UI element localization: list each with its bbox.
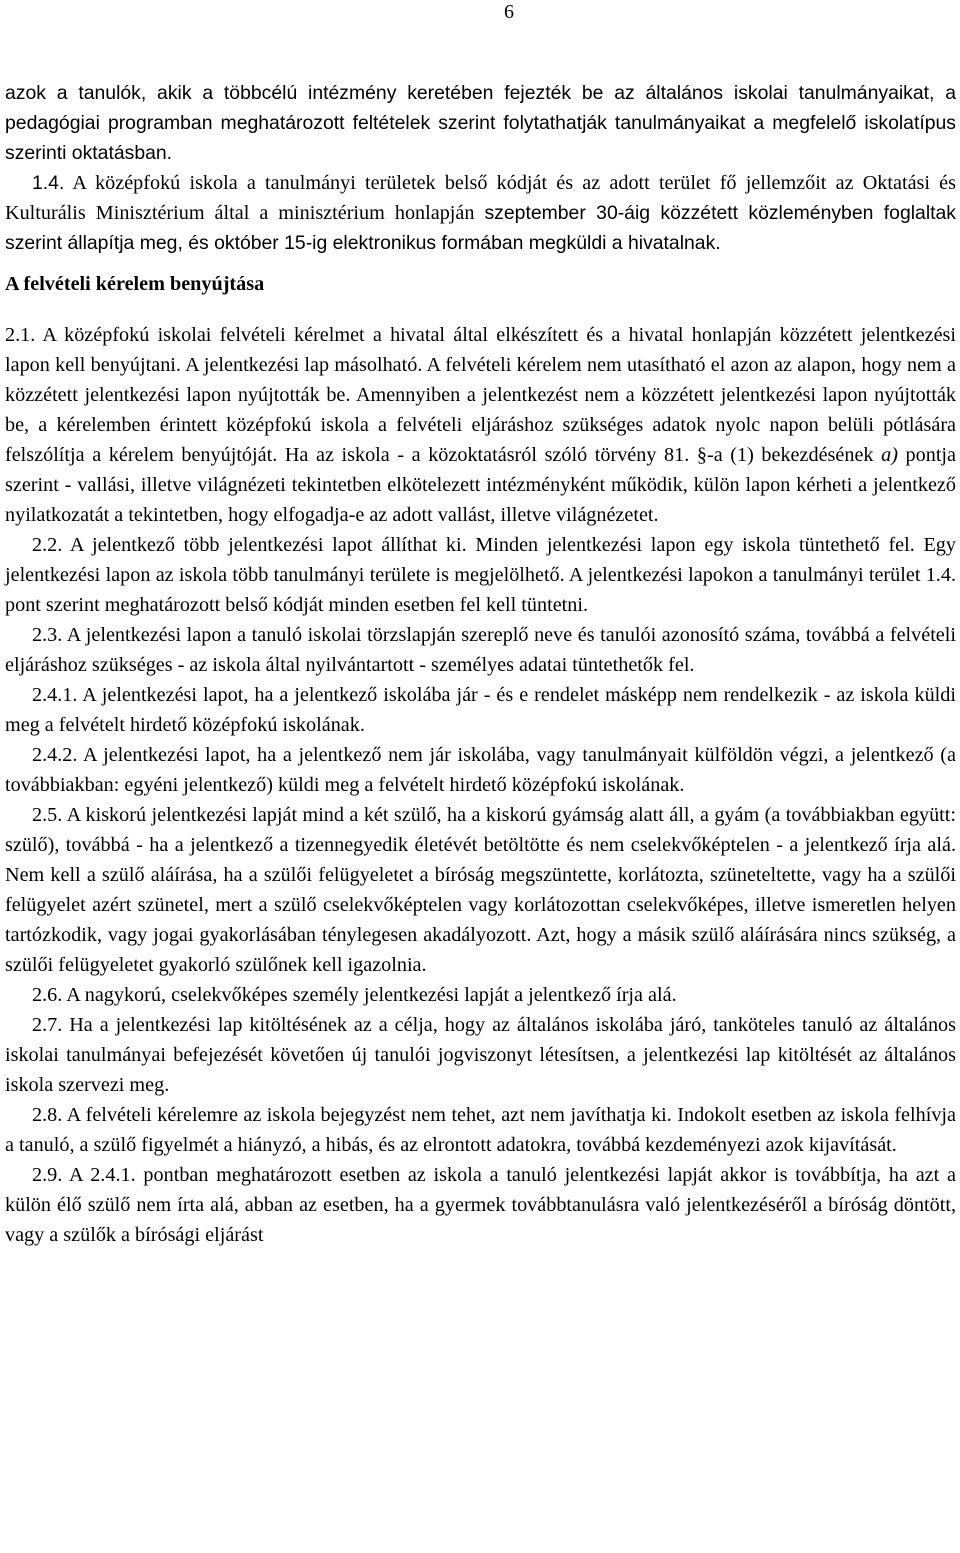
paragraph-2-7: 2.7. Ha a jelentkezési lap kitöltésének az a célja, hogy az általános iskolába járó, tanköteles tanuló az általános iskolai tanulmányai befejezését követően új tanulói jogviszonyt létesítsen, a jelentkezési lap kitöltését az általános iskola szervezi meg. (5, 1014, 956, 1096)
paragraph-1-4-number: 1.4. (32, 172, 65, 194)
paragraph-1-4 (5, 168, 956, 258)
paragraph-2-2: 2.2. A jelentkező több jelentkezési lapot állíthat ki. Minden jelentkezési lapon egy iskola tüntethető fel. Egy jelentkezési lapon az iskola több tanulmányi területe is megjelölhető. A jelentkezési lapokon a tanulmányi terület 1.4. pont szerint meghatározott belső kódját minden esetben fel kell tüntetni. (5, 534, 956, 616)
paragraph-2-1-text-a: 2.1. A középfokú iskolai felvételi kérelmet a hivatal által elkészített és a hivatal honlapján közzétett jelentkezési lapon kell benyújtani. A jelentkezési lap másolható. A felvételi kérelem nem utasítható el azon az alapon, hogy nem a közzétett jelentkezési lapon nyújtották be. Amennyiben a jelentkezést nem a közzétett jelentkezési lapon nyújtották be, a kérelemben érintett középfokú iskola a felvételi eljáráshoz szükséges adatok nyolc napon belüli pótlására felszólítja a kérelem benyújtóját. Ha az iskola - a közoktatásról szóló törvény 81. §-a (1) bekezdésének (5, 324, 956, 466)
page-number: 6 (504, 1, 514, 23)
paragraph-intro: azok a tanulók, akik a többcélú intézmény keretében fejezték be az általános iskolai tanulmányaikat, a pedagógiai programban meghatározott feltételek szerint folytathatják tanulmányaikat a megfelelő iskolatípus szerinti oktatásban. (5, 82, 956, 164)
paragraph-2-3: 2.3. A jelentkezési lapon a tanuló iskolai törzslapján szereplő neve és tanulói azonosító száma, továbbá a felvételi eljáráshoz szükséges - az iskola által nyilvántartott - személyes adatai tüntethetők fel. (5, 624, 956, 676)
paragraph-2-4-1: 2.4.1. A jelentkezési lapot, ha a jelentkező iskolába jár - és e rendelet másképp nem rendelkezik - az iskola küldi meg a felvételt hirdető középfokú iskolának. (5, 684, 956, 736)
paragraph-2-5: 2.5. A kiskorú jelentkezési lapját mind a két szülő, ha a kiskorú gyámság alatt áll, a gyám (a továbbiakban együtt: szülő), továbbá - ha a jelentkező a tizennegyedik életévét betöltötte és nem cselekvőképtelen - a jelentkező írja alá. Nem kell a szülő aláírása, ha a szülői felügyeletet a bíróság megszüntette, korlátozta, szüneteltette, vagy ha a szülői felügyelet azért szünetel, mert a szülő cselekvőképtelen vagy korlátozottan cselekvőképes, illetve ismeretlen helyen tartózkodik, vagy jogai gyakorlásában ténylegesen akadályozott. Azt, hogy a másik szülő aláírására nincs szükség, a szülői felügyeletet gyakorló szülőnek kell igazolnia. (5, 804, 956, 976)
paragraph-2-6: 2.6. A nagykorú, cselekvőképes személy jelentkezési lapját a jelentkező írja alá. (32, 984, 677, 1006)
paragraph-2-1 (5, 320, 956, 530)
paragraph-1-4-text-a: A középfokú iskola a tanulmányi területek belső kódját és az adott terület fő jellemzőit az Oktatási és Kulturális Minisztérium által a minisztérium honlapján (5, 172, 956, 224)
paragraph-2-1-text-b: pontja szerint - vallási, illetve világnézeti tekintetben elkötelezett intézményként működik, külön lapon kérheti a jelentkező nyilatkozatát a tekintetben, hogy elfogadja-e az adott vallást, illetve világnézetet. (5, 444, 956, 526)
section-heading: A felvételi kérelem benyújtása (5, 273, 265, 295)
paragraph-2-1-italic: a) (881, 444, 898, 466)
paragraph-2-9: 2.9. A 2.4.1. pontban meghatározott esetben az iskola a tanuló jelentkezési lapját akkor is továbbítja, ha azt a külön élő szülő nem írta alá, abban az esetben, ha a gyermek továbbtanulásra való jelentkezéséről a bíróság döntött, vagy a szülők a bírósági eljárást (5, 1164, 956, 1246)
document-body (5, 78, 956, 1250)
paragraph-2-8: 2.8. A felvételi kérelemre az iskola bejegyzést nem tehet, azt nem javíthatja ki. Indokolt esetben az iskola felhívja a tanuló, a szülő figyelmét a hiányzó, a hibás, és az elrontott adatokra, továbbá kezdeményezi azok kijavítását. (5, 1104, 956, 1156)
paragraph-1-4-text-b: szeptember 30-áig közzétett közleményben foglaltak szerint állapítja meg, és október 15-ig elektronikus formában megküldi a hivatalnak. (5, 202, 956, 254)
paragraph-2-4-2: 2.4.2. A jelentkezési lapot, ha a jelentkező nem jár iskolába, vagy tanulmányait külföldön végzi, a jelentkező (a továbbiakban: egyéni jelentkező) küldi meg a felvételt hirdető középfokú iskolának. (5, 744, 956, 796)
